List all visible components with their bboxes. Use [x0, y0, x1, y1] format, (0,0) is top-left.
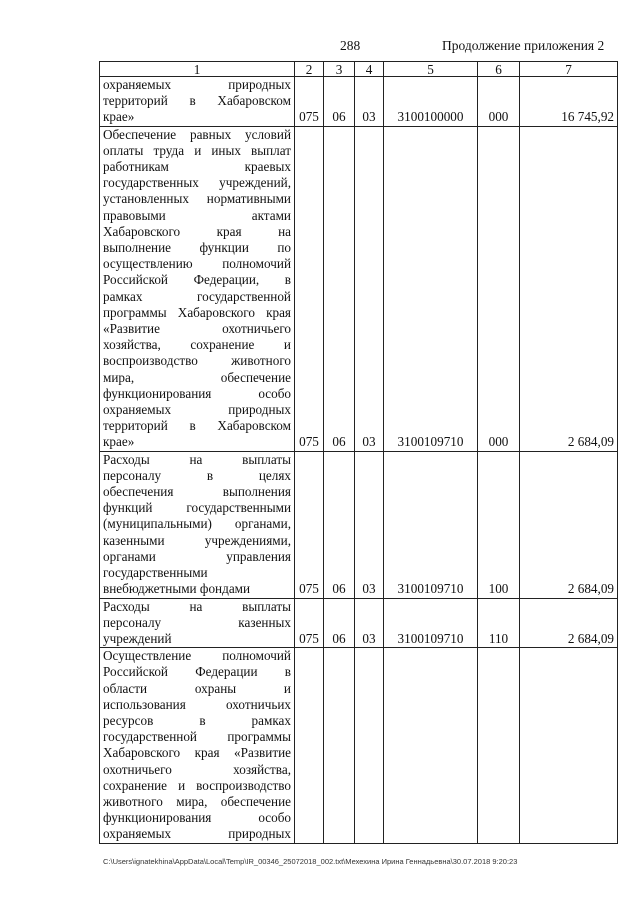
subsection-code-cell: 03 — [355, 598, 384, 648]
row-description — [100, 648, 295, 843]
grbs-code-cell: 075 — [295, 126, 324, 451]
description-line: государственных учреждений, — [103, 175, 291, 191]
amount-cell: 2 684,09 — [520, 598, 618, 648]
expense-type-cell: 000 — [478, 77, 520, 127]
table-row — [100, 126, 618, 451]
table-body — [100, 77, 618, 844]
description-line: правовыми актами — [103, 207, 291, 223]
description-line: работникам краевых — [103, 159, 291, 175]
row-description — [100, 598, 295, 648]
target-article-cell — [384, 648, 478, 843]
description-line: охраняемых природных — [103, 402, 291, 418]
description-line: (муниципальными) органами, — [103, 516, 291, 532]
target-article-cell: 3100100000 — [384, 77, 478, 127]
appendix-continuation-note: Продолжение приложения 2 — [442, 38, 605, 53]
target-article-cell: 3100109710 — [384, 451, 478, 598]
table-row — [100, 598, 618, 648]
description-line: государственной программы — [103, 729, 291, 745]
description-line: программы Хабаровского края — [103, 304, 291, 320]
description-line: выполнение функции по — [103, 240, 291, 256]
description-line: территорий в Хабаровском — [103, 93, 291, 109]
subsection-code-cell: 03 — [355, 126, 384, 451]
table-row — [100, 451, 618, 598]
description-line: персоналу казенных — [103, 614, 291, 630]
description-line: «Развитие охотничьего — [103, 321, 291, 337]
description-line: Обеспечение равных условий — [103, 126, 291, 142]
section-code-cell: 06 — [324, 451, 355, 598]
budget-table — [99, 61, 618, 844]
description-line: охотничьего хозяйства, — [103, 761, 291, 777]
description-line: охраняемых природных — [103, 826, 291, 842]
column-header: 3 — [324, 62, 355, 77]
description-line: охраняемых природных — [103, 77, 291, 92]
description-line: органами управления — [103, 548, 291, 564]
description-line: функций государственными — [103, 500, 291, 516]
description-line: крае» — [103, 109, 135, 125]
description-line: оплаты труда и иных выплат — [103, 142, 291, 158]
grbs-code-cell: 075 — [295, 598, 324, 648]
description-line: животного мира, обеспечение — [103, 793, 291, 809]
column-header: 5 — [384, 62, 478, 77]
description-line: области охраны и — [103, 680, 291, 696]
description-line: хозяйства, сохранение и — [103, 337, 291, 353]
amount-cell: 16 745,92 — [520, 77, 618, 127]
description-line: функционирования особо — [103, 385, 291, 401]
amount-cell: 2 684,09 — [520, 451, 618, 598]
amount-cell: 2 684,09 — [520, 126, 618, 451]
expense-type-cell — [478, 648, 520, 843]
footer-file-path: C:\Users\ignatekhina\AppData\Local\Temp\IR_00346_25072018_002.txt\Мехехина Ирина Геннадьевна\30.07.2018 9:20:23 — [103, 857, 518, 866]
description-line: Российской Федерации в — [103, 664, 291, 680]
description-line: воспроизводство животного — [103, 353, 291, 369]
description-line: осуществлению полномочий — [103, 256, 291, 272]
description-line: территорий в Хабаровском — [103, 418, 291, 434]
description-line: государственными — [103, 565, 208, 581]
grbs-code-cell — [295, 648, 324, 843]
table-row — [100, 77, 618, 127]
expense-type-cell: 000 — [478, 126, 520, 451]
description-line: обеспечения выполнения — [103, 484, 291, 500]
description-line: Хабаровского края «Развитие — [103, 745, 291, 761]
description-line: использования охотничьих — [103, 696, 291, 712]
expense-type-cell: 100 — [478, 451, 520, 598]
page-number: 288 — [340, 38, 361, 53]
description-line: Хабаровского края на — [103, 223, 291, 239]
description-line: сохранение и воспроизводство — [103, 777, 291, 793]
description-line: функционирования особо — [103, 810, 291, 826]
description-line: учреждений — [103, 630, 172, 646]
expense-type-cell: 110 — [478, 598, 520, 648]
description-line: мира, обеспечение — [103, 369, 291, 385]
column-header: 6 — [478, 62, 520, 77]
row-description — [100, 126, 295, 451]
row-description — [100, 451, 295, 598]
description-line: Расходы на выплаты — [103, 451, 291, 467]
section-code-cell: 06 — [324, 598, 355, 648]
grbs-code-cell: 075 — [295, 451, 324, 598]
amount-cell — [520, 648, 618, 843]
target-article-cell: 3100109710 — [384, 126, 478, 451]
subsection-code-cell: 03 — [355, 77, 384, 127]
table-header — [100, 62, 618, 77]
description-line: рамках государственной — [103, 288, 291, 304]
description-line: казенными учреждениями, — [103, 532, 291, 548]
column-header: 4 — [355, 62, 384, 77]
column-header: 7 — [520, 62, 618, 77]
description-line: крае» — [103, 434, 135, 450]
description-line: установленных нормативными — [103, 191, 291, 207]
section-code-cell: 06 — [324, 126, 355, 451]
column-header: 1 — [100, 62, 295, 77]
description-line: внебюджетными фондами — [103, 581, 251, 597]
column-header: 2 — [295, 62, 324, 77]
section-code-cell: 06 — [324, 77, 355, 127]
grbs-code-cell: 075 — [295, 77, 324, 127]
description-line: Расходы на выплаты — [103, 598, 291, 614]
column-number-row — [100, 62, 618, 77]
subsection-code-cell: 03 — [355, 451, 384, 598]
row-description — [100, 77, 295, 127]
description-line: Российской Федерации, в — [103, 272, 291, 288]
target-article-cell: 3100109710 — [384, 598, 478, 648]
description-line: Осуществление полномочий — [103, 648, 291, 664]
table-row — [100, 648, 618, 843]
subsection-code-cell — [355, 648, 384, 843]
section-code-cell — [324, 648, 355, 843]
description-line: персоналу в целях — [103, 467, 291, 483]
description-line: ресурсов в рамках — [103, 712, 291, 728]
